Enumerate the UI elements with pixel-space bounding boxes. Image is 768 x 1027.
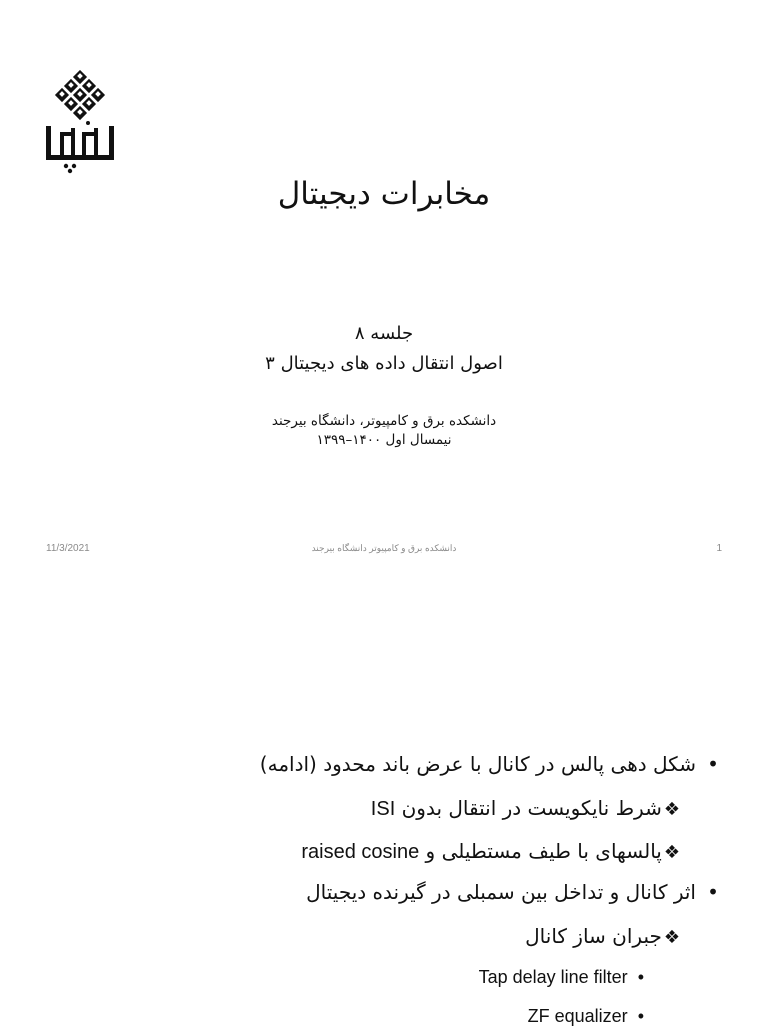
sub-bullet-item [301, 839, 680, 864]
bullet-icon: • [637, 967, 644, 987]
list-item-text: ZF equalizer [527, 1006, 628, 1026]
sub-bullet-text: پالسهای با طیف مستطیلی و [419, 839, 662, 863]
sub-bullet-item [371, 796, 680, 821]
slide-title: مخابرات دیجیتال [277, 176, 491, 212]
sub-bullet-text: جبران ساز کانال [525, 924, 662, 948]
sub-bullet-item [525, 924, 680, 948]
sub-bullet-latin: ISI [370, 798, 396, 820]
footer-page-number: 1 [716, 543, 722, 554]
bullet-text: اثر کانال و تداخل بین سمبلی در گیرنده دیجیتال [306, 880, 696, 904]
diamond-bullet-icon: ❖ [663, 799, 680, 820]
university-logo-icon [44, 70, 116, 174]
bullet-icon: • [637, 1006, 644, 1026]
footer-date: 11/3/2021 [46, 543, 90, 554]
diamond-bullet-icon: ❖ [663, 927, 680, 948]
sub-bullet-latin: raised cosine [301, 841, 420, 863]
diamond-bullet-icon: ❖ [663, 842, 680, 863]
bullet-item [260, 752, 722, 776]
list-item-text: Tap delay line filter [478, 967, 628, 987]
bullet-text: شکل دهی پالس در کانال با عرض باند محدود (ادامه) [259, 752, 696, 776]
bullet-icon: • [707, 752, 719, 776]
footer-institution: دانشکده برق و کامپیوتر دانشگاه بیرجند [311, 543, 457, 553]
department-name: دانشکده برق و کامپیوتر، دانشگاه بیرجند [271, 413, 497, 429]
session-topic: اصول انتقال داده های دیجیتال ۳ [265, 353, 503, 374]
sub-bullet-text: شرط نایکویست در انتقال بدون [395, 796, 662, 820]
list-item [479, 967, 644, 988]
bullet-item [306, 880, 722, 904]
semester-label: نیمسال اول ۱۴۰۰–۱۳۹۹ [316, 432, 452, 448]
bullet-icon: • [707, 880, 719, 904]
session-number: جلسه ۸ [354, 323, 414, 344]
